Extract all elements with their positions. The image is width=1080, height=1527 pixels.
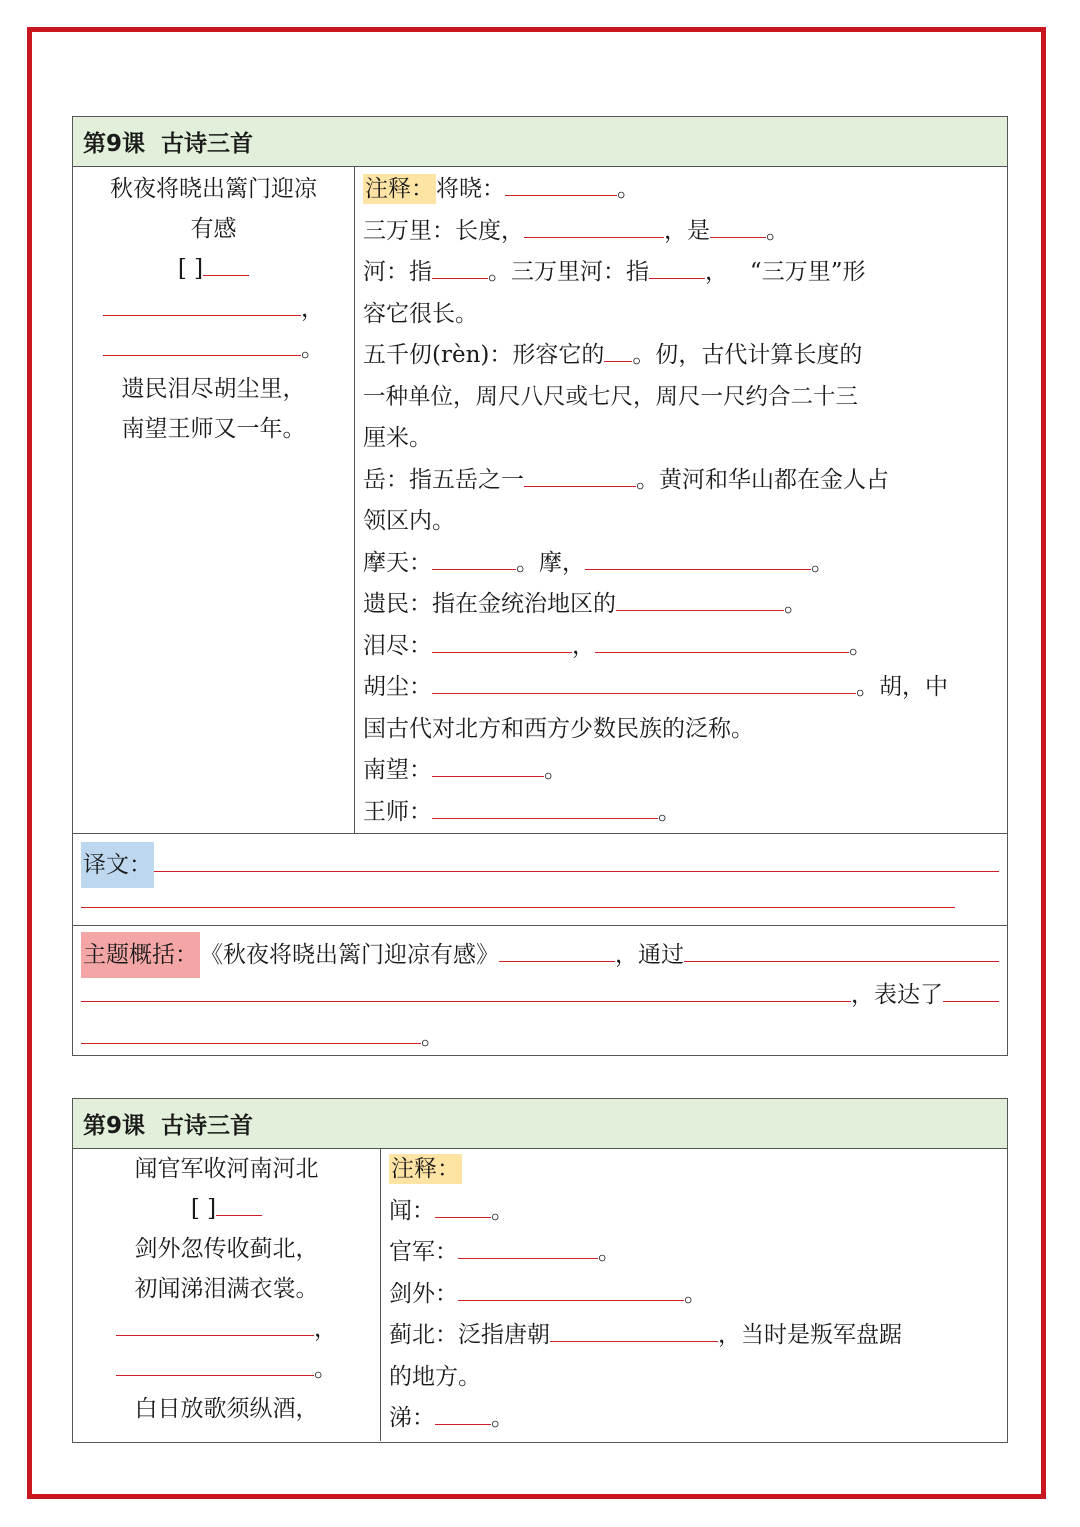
translation-blank[interactable] xyxy=(81,884,955,908)
note-line: 泪尽： ， 。 xyxy=(363,626,989,668)
note-line: 五千仞(rèn)：形容它的 。仞，古代计算长度的 xyxy=(363,335,989,377)
notes-label: 注释： xyxy=(391,1156,460,1182)
author-blank[interactable] xyxy=(216,1192,262,1216)
answer-blank[interactable] xyxy=(595,629,849,653)
answer-blank[interactable] xyxy=(432,670,856,694)
poem-blank-line: 。 xyxy=(73,329,354,369)
answer-blank[interactable] xyxy=(435,1194,491,1218)
translation-blank[interactable] xyxy=(154,848,999,872)
note-line: 蓟北：泛指唐朝 ，当时是叛军盘踞 xyxy=(389,1315,989,1357)
poem-line-blank[interactable] xyxy=(103,332,301,356)
answer-blank[interactable] xyxy=(432,629,572,653)
note-line: 官军： 。 xyxy=(389,1232,989,1274)
note-line: 三万里：长度， ，是 。 xyxy=(363,211,989,253)
theme-blank[interactable] xyxy=(684,938,999,962)
answer-blank[interactable] xyxy=(505,172,617,196)
note-line xyxy=(389,1149,989,1191)
answer-blank[interactable] xyxy=(432,753,544,777)
note-line: 闻： 。 xyxy=(389,1191,989,1233)
answer-blank[interactable] xyxy=(458,1277,684,1301)
note-line: 国古代对北方和西方少数民族的泛称。 xyxy=(363,715,754,742)
poem-line: 剑外忽传收蓟北， xyxy=(134,1236,319,1262)
poem-line-blank[interactable] xyxy=(116,1312,314,1336)
theme-row xyxy=(73,926,1007,1056)
poem-title: 闻官军收河南河北 xyxy=(134,1156,319,1182)
note-line: 的地方。 xyxy=(389,1363,481,1390)
answer-blank[interactable] xyxy=(432,255,488,279)
answer-blank[interactable] xyxy=(432,795,658,819)
lesson-header xyxy=(73,117,1007,167)
theme-section xyxy=(73,926,1007,1056)
poem-notes-row xyxy=(73,167,1007,834)
answer-blank[interactable] xyxy=(710,214,766,238)
theme-blank[interactable] xyxy=(81,1020,421,1044)
note-line: 摩天： 。摩， 。 xyxy=(363,543,989,585)
poem-line: 遗民泪尽胡尘里， xyxy=(121,376,306,402)
theme-label: 主题概括： xyxy=(81,932,200,978)
notes-column xyxy=(355,167,1007,833)
note-line: 王师： 。 xyxy=(363,792,989,834)
poem-author: [ ] xyxy=(73,249,354,289)
note-line: 厘米。 xyxy=(363,425,432,451)
translation-line xyxy=(81,842,999,884)
poem-line-blank[interactable] xyxy=(116,1352,314,1376)
theme-line: 。 xyxy=(81,1016,999,1058)
notes-column xyxy=(381,1149,1007,1441)
answer-blank[interactable] xyxy=(524,214,664,238)
answer-blank[interactable] xyxy=(524,463,636,487)
answer-blank[interactable] xyxy=(435,1401,491,1425)
answer-blank[interactable] xyxy=(616,587,784,611)
poem-title-cont: 有感 xyxy=(190,216,237,242)
answer-blank[interactable] xyxy=(550,1318,718,1342)
note-line: 遗民：指在金统治地区的 。 xyxy=(363,584,989,626)
note-line: 岳：指五岳之一 。黄河和华山都在金人占 xyxy=(363,460,989,502)
theme-blank[interactable] xyxy=(499,938,615,962)
lesson-card-2 xyxy=(72,1098,1008,1443)
note-line: 河：指 。三万里河：指 ， “三万里”形 xyxy=(363,252,989,294)
poem-author: [ ] xyxy=(73,1189,380,1229)
note-line: 领区内。 xyxy=(363,508,455,534)
answer-blank[interactable] xyxy=(585,546,811,570)
lesson-header xyxy=(73,1099,1007,1149)
note-line: 剑外： 。 xyxy=(389,1274,989,1316)
note-line: 容它很长。 xyxy=(363,300,478,327)
answer-blank[interactable] xyxy=(649,255,705,279)
note-line: 南望： 。 xyxy=(363,750,989,792)
lesson-card-1 xyxy=(72,116,1008,1056)
translation-section xyxy=(73,834,1007,925)
theme-line: 主题概括： 《秋夜将晓出篱门迎凉有感》 ，通过 xyxy=(81,932,999,974)
answer-blank[interactable] xyxy=(604,338,632,362)
poem-line-blank[interactable] xyxy=(103,292,301,316)
note-line: 涕： 。 xyxy=(389,1398,989,1440)
translation-line xyxy=(81,884,999,926)
author-blank[interactable] xyxy=(203,252,249,276)
poem-line: 南望王师又一年。 xyxy=(121,416,306,442)
poem-blank-line: 。 xyxy=(73,1349,380,1389)
poem-column xyxy=(73,1149,381,1441)
notes-label: 注释： xyxy=(365,176,434,202)
poem-notes-row xyxy=(73,1149,1007,1441)
lesson-title: 第9课 古诗三首 xyxy=(83,131,254,157)
poem-blank-line: ， xyxy=(73,289,354,329)
answer-blank[interactable] xyxy=(432,546,516,570)
theme-blank[interactable] xyxy=(943,978,999,1002)
note-line: 一种单位，周尺八尺或七尺，周尺一尺约合二十三 xyxy=(363,383,859,410)
translation-row xyxy=(73,834,1007,926)
poem-column xyxy=(73,167,355,833)
poem-line: 白日放歌须纵酒， xyxy=(134,1396,319,1422)
theme-blank[interactable] xyxy=(81,978,851,1002)
poem-title: 秋夜将晓出篱门迎凉 xyxy=(110,176,317,202)
note-line: 注释：将晓： 。 xyxy=(363,169,989,211)
poem-line: 初闻涕泪满衣裳。 xyxy=(134,1276,319,1302)
theme-line: ，表达了 xyxy=(81,974,999,1016)
poem-blank-line: ， xyxy=(73,1309,380,1349)
lesson-title: 第9课 古诗三首 xyxy=(83,1113,254,1139)
note-line: 胡尘： 。胡，中 xyxy=(363,667,989,709)
answer-blank[interactable] xyxy=(458,1235,598,1259)
translation-label: 译文： xyxy=(81,842,154,888)
